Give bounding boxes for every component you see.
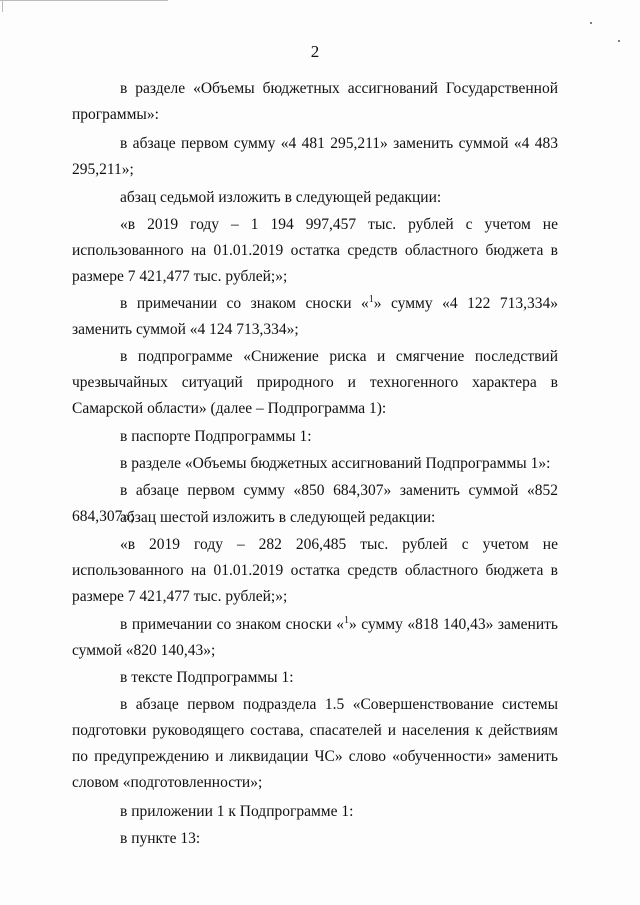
paragraph: в абзаце первом сумму «850 684,307» заменить суммой «852 684,307»;: [72, 482, 558, 525]
paragraph: [72, 612, 558, 664]
scan-speck: [618, 40, 620, 42]
paragraph-text: в примечании со знаком сноски «: [120, 616, 344, 633]
paragraph: абзац шестой изложить в следующей редакции:: [120, 509, 436, 526]
paragraph-text: в примечании со знаком сноски «: [120, 295, 369, 312]
paragraph-text: » сумму «818 140,43» заменить суммой «820 140,43»;: [72, 616, 558, 659]
scan-corner-mark: [2, 0, 3, 12]
paragraph: в приложении 1 к Подпрограмме 1:: [120, 803, 354, 820]
paragraph: «в 2019 году – 1 194 997,457 тыс. рублей с учетом не использованного на 01.01.2019 остатка средств областного бюджета в размере 7 421,477 тыс. рублей;»;: [72, 216, 558, 285]
paragraph: в подпрограмме «Снижение риска и смягчение последствий чрезвычайных ситуаций природного и техногенного характера в Самарской области» (далее – Подпрограмма 1):: [72, 348, 558, 417]
paragraph: в разделе «Объемы бюджетных ассигнований Подпрограммы 1»:: [120, 455, 551, 472]
page-number: 2: [310, 42, 320, 61]
paragraph: [72, 291, 558, 343]
footnote-mark: 1: [343, 614, 349, 626]
paragraph: в паспорте Подпрограммы 1:: [120, 428, 312, 445]
paragraph: в абзаце первом сумму «4 481 295,211» заменить суммой «4 483 295,211»;: [72, 135, 558, 178]
paragraph: в разделе «Объемы бюджетных ассигнований Государственной программы»:: [72, 80, 558, 123]
paragraph: в пункте 13:: [120, 830, 201, 847]
paragraph: абзац седьмой изложить в следующей редакции:: [120, 189, 442, 206]
scan-top-edge-line: [0, 0, 168, 1]
paragraph-text: » сумму «4 122 713,334» заменить суммой «4 124 713,334»;: [72, 295, 558, 338]
scan-speck: [590, 22, 592, 24]
paragraph: «в 2019 году – 282 206,485 тыс. рублей с учетом не использованного на 01.01.2019 остатка средств областного бюджета в размере 7 421,477 тыс. рублей;»;: [72, 536, 558, 605]
footnote-mark: 1: [368, 293, 374, 305]
paragraph: в абзаце первом подраздела 1.5 «Совершенствование системы подготовки руководящего состава, спасателей и населения к действиям по предупреждению и ликвидации ЧС» слово «обученности» заменить словом «подготовленности»;: [72, 696, 558, 791]
paragraph: в тексте Подпрограммы 1:: [120, 669, 294, 686]
